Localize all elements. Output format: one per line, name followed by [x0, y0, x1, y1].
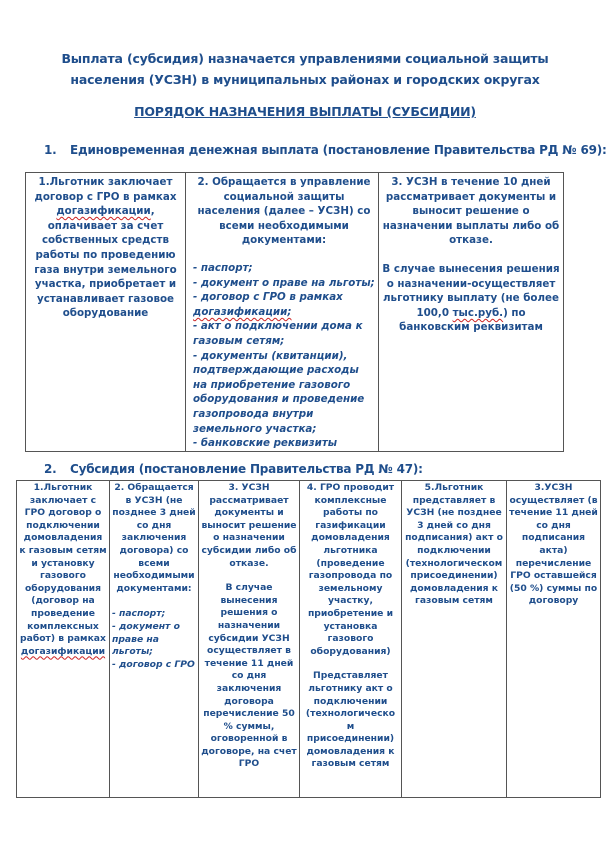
subsidy-step-1-text: 1.Льготник заключает с ГРО договор о подключении домовладения к газовым сетям и установку газового оборудования (договор на проведение комплексных работ) в рамках [19, 482, 107, 645]
step-3-cell [379, 173, 564, 452]
list-item: - договор с ГРО в рамках [193, 291, 343, 304]
subsidy-step-4-act-text: Представляет льготнику акт о подключении (технологическо м присоединении) домовладения к газовым сетям [305, 670, 396, 770]
section-2-title: Субсидия (постановление Правительства РД № 47): [69, 462, 423, 476]
step-1-cell [26, 173, 186, 452]
list-item: - паспорт; [193, 261, 253, 274]
title-line-2: населения (УСЗН) в муниципальных районах и городских округах [70, 72, 540, 87]
section-2-heading [44, 462, 423, 476]
payment-text-cont: ) по банковским реквизитам [399, 306, 543, 334]
subsidy-step-2-cell [110, 481, 199, 798]
step-2-cell [186, 173, 379, 452]
list-item: - акт о подключении дома к газовым сетям; [193, 320, 363, 347]
subsidy-step-3-text: 3. УСЗН рассматривает документы и выносит решение о назначении субсидии либо об отказе. [201, 482, 297, 569]
list-item: - документ о праве на льготы; [112, 620, 180, 658]
document-title [0, 48, 610, 90]
section-2-table [16, 480, 601, 798]
step-2-heading: 2. Обращается в управление социальной защиты населения (далее – УСЗН) со всеми необходимыми документами: [197, 176, 371, 247]
subsidy-step-5-cell [402, 481, 507, 798]
step-3-payment-text [382, 262, 560, 335]
subsidy-step-6-cell [507, 481, 601, 798]
subsidy-step-3-payment-text: В случае вынесения решения о назначении субсидии УСЗН осуществляет в течение 11 дней со дня заключения договора перечисление 50 % суммы, оговоренной в договоре, на счет ГРО [201, 582, 297, 770]
list-item: - документы (квитанции), подтверждающие расходы на приобретение газового оборудования и проведение газопровода внутри земельного участка; [193, 349, 365, 435]
subsidy-step-1-cell [17, 481, 110, 798]
step-1-text: 1.Льготник заключает договор с ГРО в рамках [34, 176, 177, 203]
documents-list [112, 608, 196, 671]
subsidy-step-3-cell [199, 481, 300, 798]
table-row [26, 173, 564, 452]
subsidy-step-2-heading: 2. Обращается в УСЗН (не позднее 3 дней со дня заключения договора) со всеми необходимыми документами: [112, 482, 196, 594]
list-item: - договор с ГРО [112, 658, 195, 670]
step-1-text-cont: , оплачивает за счет собственных средств работы по проведению газа внутри земельного участка, приобретает и устанавливает газовое оборудование [34, 205, 177, 320]
section-1-heading [44, 143, 607, 157]
spell-flagged-word: тыс.руб. [452, 306, 504, 319]
list-item: - паспорт; [112, 608, 166, 620]
spell-flagged-word: догазификации [20, 645, 106, 657]
payment-text: В случае вынесения решения о назначении-осуществляет льготнику выплату (не более 100,0 [382, 262, 560, 319]
spacer [201, 570, 297, 582]
subsidy-step-4-text: 4. ГРО проводит комплексные работы по газификации домовладения льготника (проведение газопровода по земельному участку, приобретение и установка газового оборудования) [306, 482, 395, 657]
section-1-number: 1. [44, 143, 57, 157]
document-subtitle: ПОРЯДОК НАЗНАЧЕНИЯ ВЫПЛАТЫ (СУБСИДИИ) [134, 104, 476, 119]
spacer [382, 248, 560, 262]
title-line-1: Выплата (субсидия) назначается управлениями социальной защиты [61, 51, 549, 66]
step-3-text: 3. УСЗН в течение 10 дней рассматривает документы и выносит решение о назначении выплаты либо об отказе. [382, 176, 560, 247]
list-item: догазификации; [193, 305, 292, 318]
subsidy-step-5-text: 5.Льготник представляет в УСЗН (не позднее 3 дней со дня подписания) акт о подключении (технологическом присоединении) домовладения к газовым сетям [405, 482, 503, 607]
section-2-number: 2. [44, 462, 57, 476]
table-row [17, 481, 601, 798]
section-1-title: Единовременная денежная выплата (постановление Правительства РД № 69): [69, 143, 607, 157]
subsidy-step-6-text: 3.УСЗН осуществляет (в течение 11 дней со дня подписания акта) перечисление ГРО оставшейся (50 %) суммы по договору [509, 482, 598, 607]
spell-flagged-word: догазификации [56, 205, 151, 218]
section-1-table [25, 172, 564, 452]
subsidy-step-4-cell [300, 481, 402, 798]
list-item: - банковские реквизиты [193, 437, 338, 450]
documents-list [193, 261, 375, 451]
spacer [302, 658, 399, 670]
list-item: - документ о праве на льготы; [193, 276, 375, 289]
